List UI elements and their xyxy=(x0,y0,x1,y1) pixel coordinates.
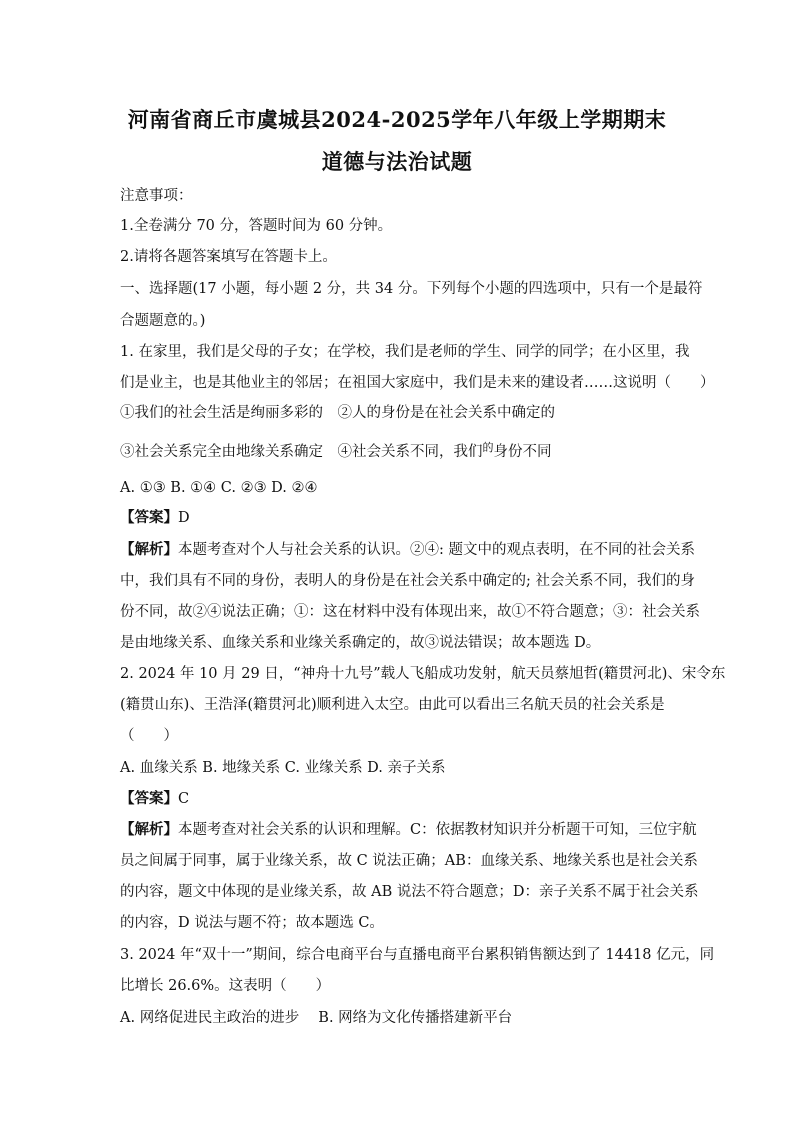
q1-statements-part-a: ③社会关系完全由地缘关系确定 ④社会关系不同，我们 xyxy=(120,444,483,460)
q1-statements-sup: 的 xyxy=(482,441,494,454)
q1-choices: A. ①③ B. ①④ C. ②③ D. ②④ xyxy=(120,480,318,496)
q1-analysis-line-2: 中，我们具有不同的身份，表明人的身份是在社会关系中确定的; 社会关系不同，我们的身 xyxy=(120,573,695,589)
q3-stem-line-1: 3. 2024 年“双十一”期间，综合电商平台与直播电商平台累积销售额达到了 14418 亿元，同 xyxy=(120,947,715,963)
q3-stem-line-2: 比增长 26.6%。这表明（ ） xyxy=(120,978,331,994)
q2-answer xyxy=(120,789,680,809)
q1-analysis-line-3: 份不同，故②④说法正确；①：这在材料中没有体现出来，故①不符合题意；③：社会关系 xyxy=(120,604,700,620)
q2-analysis-line-3: 的内容，题文中体现的是业缘关系，故 AB 说法不符合题意；D：亲子关系不属于社会关系 xyxy=(120,884,699,900)
q1-stem-line-2: 们是业主，也是其他业主的邻居；在祖国大家庭中，我们是未来的建设者……这说明（ ） xyxy=(120,375,715,391)
q2-analysis-text-1: 本题考查对社会关系的认识和理解。C：依据教材知识并分析题干可知，三位宇航 xyxy=(178,822,697,838)
q1-analysis-line-1 xyxy=(120,540,695,560)
exam-subtitle: 道德与法治试题 xyxy=(321,149,473,174)
q2-choices: A. 血缘关系 B. 地缘关系 C. 业缘关系 D. 亲子关系 xyxy=(120,760,446,776)
q1-statements-line-2 xyxy=(120,442,680,463)
q1-analysis-label: 【解析】 xyxy=(120,541,178,558)
q1-analysis-line-4: 是由地缘关系、血缘关系和业缘关系确定的，故③说法错误；故本题选 D。 xyxy=(120,635,601,651)
q1-answer-label: 【答案】 xyxy=(120,509,178,526)
section-heading-line-1: 一、选择题(17 小题，每小题 2 分，共 34 分。下列每个小题的四选项中，只有一个是最符 xyxy=(120,281,703,297)
q2-analysis-line-4: 的内容，D 说法与题不符；故本题选 C。 xyxy=(120,915,384,931)
q2-stem-line-1: 2. 2024 年 10 月 29 日，“神舟十九号”载人飞船成功发射，航天员蔡旭哲(籍贯河北)、宋令东 xyxy=(120,666,726,682)
q2-answer-label: 【答案】 xyxy=(120,790,178,807)
notes-heading: 注意事项： xyxy=(120,188,193,204)
q2-analysis-line-1 xyxy=(120,820,697,840)
q2-analysis-label: 【解析】 xyxy=(120,821,178,838)
q3-choices: A. 网络促进民主政治的进步 B. 网络为文化传播搭建新平台 xyxy=(120,1010,513,1026)
note-2: 2.请将各题答案填写在答题卡上。 xyxy=(120,249,337,265)
q1-stem-line-1: 1. 在家里，我们是父母的子女；在学校，我们是老师的学生、同学的同学；在小区里，我 xyxy=(120,344,690,360)
exam-title: 河南省商丘市虞城县2024-2025学年八年级上学期期末 xyxy=(127,107,667,132)
q1-statements-part-b: 身份不同 xyxy=(493,444,552,460)
section-heading-line-2: 合题题意的。) xyxy=(120,313,206,329)
q1-statements-line-1: ①我们的社会生活是绚丽多彩的 ②人的身份是在社会关系中确定的 xyxy=(120,405,555,421)
q1-answer xyxy=(120,508,680,528)
q2-analysis-line-2: 员之间属于同事，属于业缘关系，故 C 说法正确；AB：血缘关系、地缘关系也是社会关系 xyxy=(120,853,698,869)
note-1: 1.全卷满分 70 分，答题时间为 60 分钟。 xyxy=(120,218,393,234)
q2-stem-line-3: （ ） xyxy=(120,728,178,744)
q2-answer-value: C xyxy=(178,791,190,807)
q1-answer-value: D xyxy=(178,510,190,526)
q2-stem-line-2: (籍贯山东)、王浩泽(籍贯河北)顺利进入太空。由此可以看出三名航天员的社会关系是 xyxy=(120,697,665,713)
q1-analysis-text-1: 本题考查对个人与社会关系的认识。②④: 题文中的观点表明，在不同的社会关系 xyxy=(178,542,695,558)
